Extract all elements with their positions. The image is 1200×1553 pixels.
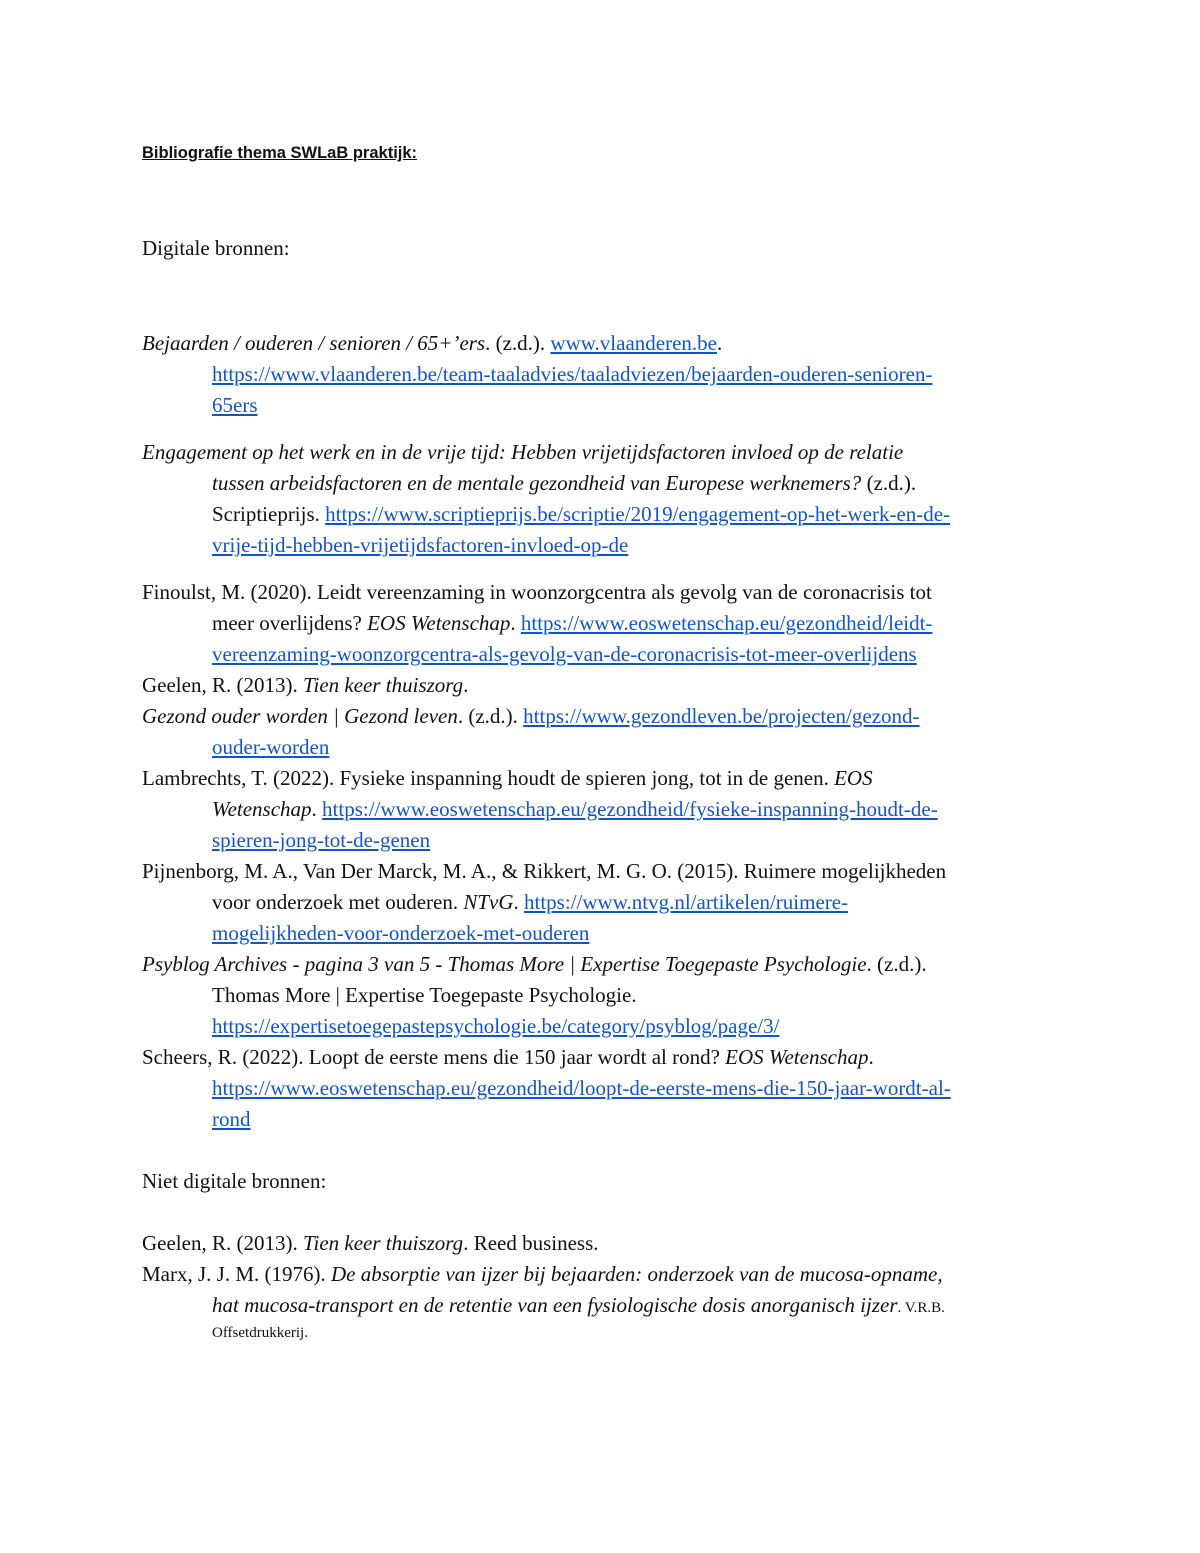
journal-name: EOS Wetenschap — [725, 1045, 869, 1069]
url-link[interactable]: https://expertisetoegepastepsychologie.be/category/psyblog/page/3/ — [212, 1014, 780, 1038]
reference-title: De absorptie van ijzer bij bejaarden: onderzoek van de mucosa-opname, — [331, 1262, 943, 1286]
page-title: Bibliografie thema SWLaB praktijk: — [142, 144, 418, 162]
reference-engagement: Engagement op het werk en in de vrije tijd: Hebben vrijetijdsfactoren invloed op de relatie tussen arbeidsfactoren en de mentale gezondheid van Europese werknemers? (z.d.). Scriptieprijs. https://www.scriptieprijs.be/scriptie/2019/engagement-op-het-werk-en-de- vrije-tijd-hebben-vrijetijdsfactoren-invloed-op-de — [142, 440, 951, 557]
reference-geelen: Geelen, R. (2013). Tien keer thuiszorg. — [142, 673, 469, 697]
url-link-continued[interactable]: rond — [212, 1107, 251, 1131]
url-link[interactable]: https://www.vlaanderen.be/team-taaladvies/taaladviezen/bejaarden-ouderen-senioren- — [212, 362, 933, 386]
reference-pijnenborg: Pijnenborg, M. A., Van Der Marck, M. A., & Rikkert, M. G. O. (2015). Ruimere mogelijkheden voor onderzoek met ouderen. NTvG. https://www.ntvg.nl/artikelen/ruimere- mogelijkheden-voor-onderzoek-met-ouderen — [142, 859, 947, 945]
section-heading-non-digital: Niet digitale bronnen: — [142, 1169, 327, 1193]
url-link[interactable]: https://www.gezondleven.be/projecten/gezond- — [523, 704, 920, 728]
url-link[interactable]: https://www.scriptieprijs.be/scriptie/2019/engagement-op-het-werk-en-de- — [325, 502, 951, 526]
reference-geelen-print: Geelen, R. (2013). Tien keer thuiszorg. Reed business. — [142, 1231, 599, 1255]
url-link-continued[interactable]: vrije-tijd-hebben-vrijetijdsfactoren-invloed-op-de — [212, 533, 629, 557]
reference-gezond-ouder-worden: Gezond ouder worden | Gezond leven. (z.d.). https://www.gezondleven.be/projecten/gezond- ouder-worden — [142, 704, 920, 759]
reference-psyblog: Psyblog Archives - pagina 3 van 5 - Thomas More | Expertise Toegepaste Psychologie. (z.d.). Thomas More | Expertise Toegepaste Psychologie. https://expertisetoegepastepsychologie.be/category/psyblog/page/3/ — [142, 952, 927, 1038]
reference-bejaarden: Bejaarden / ouderen / senioren / 65+’ers. (z.d.). www.vlaanderen.be. https://www.vlaanderen.be/team-taaladvies/taaladviezen/bejaarden-ouderen-senioren- 65ers — [142, 331, 933, 417]
reference-title: Tien keer thuiszorg — [302, 673, 464, 697]
url-link[interactable]: https://www.eoswetenschap.eu/gezondheid/loopt-de-eerste-mens-die-150-jaar-wordt-al- — [212, 1076, 951, 1100]
url-link[interactable]: https://www.eoswetenschap.eu/gezondheid/fysieke-inspanning-houdt-de- — [322, 797, 938, 821]
reference-title: Engagement op het werk en in de vrije tijd: Hebben vrijetijdsfactoren invloed op de relatie — [142, 440, 904, 464]
reference-title: Tien keer thuiszorg — [302, 1231, 464, 1255]
url-link-continued[interactable]: spieren-jong-tot-de-genen — [212, 828, 431, 852]
reference-scheers: Scheers, R. (2022). Loopt de eerste mens die 150 jaar wordt al rond? EOS Wetenschap. https://www.eoswetenschap.eu/gezondheid/loopt-de-eerste-mens-die-150-jaar-wordt-al- rond — [142, 1045, 951, 1131]
url-link-continued[interactable]: ouder-worden — [212, 735, 330, 759]
reference-lambrechts: Lambrechts, T. (2022). Fysieke inspanning houdt de spieren jong, tot in de genen. EOS Wetenschap. https://www.eoswetenschap.eu/gezondheid/fysieke-inspanning-houdt-de- spieren-jong-tot-de-genen — [142, 766, 938, 852]
url-link-continued[interactable]: 65ers — [212, 393, 258, 417]
url-link[interactable]: https://www.eoswetenschap.eu/gezondheid/leidt- — [520, 611, 933, 635]
journal-name: EOS — [834, 766, 873, 790]
url-link-continued[interactable]: vereenzaming-woonzorgcentra-als-gevolg-van-de-coronacrisis-tot-meer-overlijdens — [212, 642, 917, 666]
url-link-continued[interactable]: mogelijkheden-voor-onderzoek-met-ouderen — [212, 921, 590, 945]
reference-finoulst: Finoulst, M. (2020). Leidt vereenzaming in woonzorgcentra als gevolg van de coronacrisis tot meer overlijdens? EOS Wetenschap. https://www.eoswetenschap.eu/gezondheid/leidt- vereenzaming-woonzorgcentra-als-gevolg-van-de-coronacrisis-tot-meer-overlijdens — [142, 580, 933, 666]
reference-marx: Marx, J. J. M. (1976). De absorptie van ijzer bij bejaarden: onderzoek van de mucosa-opname, hat mucosa-transport en de retentie van een fysiologische dosis anorganisch ijzer. V.R.B. Offsetdrukkerij. — [142, 1262, 945, 1341]
journal-name: EOS Wetenschap — [367, 611, 511, 635]
journal-name: NTvG — [463, 890, 514, 914]
site-link[interactable]: www.vlaanderen.be — [550, 331, 717, 355]
url-link[interactable]: https://www.ntvg.nl/artikelen/ruimere- — [524, 890, 849, 914]
reference-title: Psyblog Archives - pagina 3 van 5 - Thomas More | Expertise Toegepaste Psychologie — [142, 952, 867, 976]
section-heading-digital: Digitale bronnen: — [142, 236, 290, 260]
reference-title: Bejaarden / ouderen / senioren / 65+’ers — [142, 331, 486, 355]
reference-title: Gezond ouder worden | Gezond leven — [142, 704, 458, 728]
